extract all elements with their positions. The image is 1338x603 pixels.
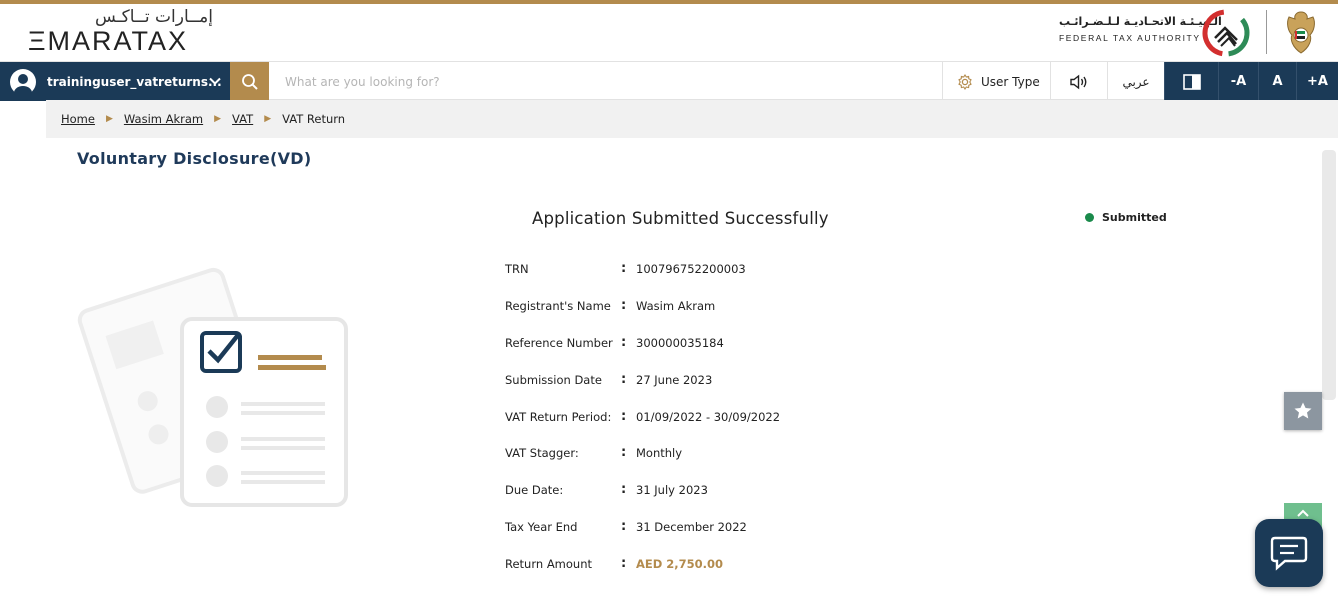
search-button[interactable] [230, 62, 269, 101]
language-toggle-button[interactable]: عربي [1107, 62, 1164, 101]
emaratax-logo[interactable]: ΞMARATAX [28, 26, 189, 56]
detail-colon: : [621, 519, 627, 535]
user-type-button[interactable] [942, 62, 1050, 101]
detail-colon: : [621, 371, 627, 387]
status-text: Submitted [1102, 211, 1167, 224]
page-title: Voluntary Disclosure(VD) [77, 149, 312, 168]
success-heading: Application Submitted Successfully [532, 209, 829, 228]
detail-label: Due Date: [505, 483, 564, 498]
breadcrumb-arrow-icon: ▶ [264, 114, 272, 124]
user-type-label: User Type [981, 74, 1040, 89]
detail-row-reference-number [505, 324, 1005, 361]
site-header [0, 4, 1338, 61]
detail-label: Reference Number [505, 335, 613, 350]
user-menu[interactable] [0, 62, 230, 101]
detail-row-vat-return-period [505, 398, 1005, 435]
detail-colon: : [621, 334, 627, 350]
read-aloud-button[interactable] [1050, 62, 1107, 101]
search-input[interactable] [275, 62, 935, 101]
top-navbar [0, 61, 1338, 100]
font-normal-button[interactable]: A [1258, 62, 1296, 101]
detail-colon: : [621, 297, 627, 313]
detail-row-due-date [505, 471, 1005, 508]
contrast-icon [1183, 74, 1201, 90]
detail-colon: : [621, 408, 627, 424]
chat-icon [1269, 534, 1309, 572]
submission-details [505, 250, 1005, 582]
detail-row-return-amount [505, 545, 1005, 582]
breadcrumb-current: VAT Return [282, 112, 346, 126]
detail-value: 31 July 2023 [636, 483, 708, 498]
breadcrumb-account-link[interactable]: Wasim Akram [123, 112, 204, 126]
star-icon [1293, 401, 1313, 421]
detail-value: 100796752200003 [636, 262, 746, 276]
breadcrumb-home-link[interactable]: Home [61, 112, 95, 126]
return-amount-value: AED 2,750.00 [636, 557, 724, 572]
chat-support-button[interactable] [1255, 519, 1323, 587]
emaratax-logo-arabic: إمــارات تــاكـس [95, 7, 213, 27]
page-scrollbar[interactable] [1322, 150, 1336, 400]
header-divider [1266, 10, 1267, 54]
uae-emblem-icon [1282, 9, 1320, 55]
contrast-toggle-button[interactable] [1164, 62, 1218, 101]
detail-value: 01/09/2022 - 30/09/2022 [636, 409, 781, 424]
detail-colon: : [621, 556, 627, 572]
speaker-icon [1069, 74, 1089, 90]
detail-value: 31 December 2022 [636, 520, 747, 535]
font-increase-button[interactable]: +A [1296, 62, 1338, 101]
fta-name-english: FEDERAL TAX AUTHORITY [1059, 33, 1201, 43]
detail-value: 27 June 2023 [636, 372, 713, 387]
detail-label: VAT Return Period: [505, 409, 612, 424]
detail-colon: : [621, 482, 627, 498]
fta-logo-icon [1201, 8, 1251, 58]
detail-label: Registrant's Name [505, 298, 611, 313]
detail-value: Monthly [636, 446, 683, 461]
detail-row-trn [505, 250, 1005, 287]
status-badge [1085, 211, 1167, 224]
breadcrumb-arrow-icon: ▶ [105, 114, 113, 124]
user-name: traininguser_vatreturns... [47, 74, 222, 89]
detail-row-vat-stagger [505, 434, 1005, 471]
search-icon [241, 73, 259, 91]
status-dot-icon [1085, 213, 1094, 222]
detail-label: VAT Stagger: [505, 446, 579, 461]
detail-row-tax-year-end [505, 508, 1005, 545]
font-decrease-button[interactable]: -A [1218, 62, 1258, 101]
detail-label: TRN [505, 262, 529, 276]
fta-name-arabic: الـهيـئـة الاتحـاديـة لـلـضـرائـب [1059, 15, 1222, 28]
gear-icon [957, 74, 973, 90]
breadcrumb [46, 100, 1338, 138]
chevron-up-icon [1297, 509, 1309, 517]
favorite-button[interactable] [1284, 392, 1322, 430]
user-avatar-icon [10, 69, 36, 95]
submitted-document-illustration [78, 255, 368, 515]
breadcrumb-vat-link[interactable]: VAT [232, 112, 254, 126]
detail-row-registrant-name [505, 287, 1005, 324]
chevron-down-icon[interactable] [208, 74, 222, 88]
detail-label: Return Amount [505, 557, 593, 572]
detail-label: Submission Date [505, 372, 602, 387]
detail-colon: : [621, 261, 627, 276]
detail-value: 300000035184 [636, 335, 724, 350]
detail-row-submission-date [505, 361, 1005, 398]
detail-value: Wasim Akram [636, 298, 716, 313]
detail-colon: : [621, 445, 627, 461]
breadcrumb-arrow-icon: ▶ [214, 114, 222, 124]
detail-label: Tax Year End [505, 520, 578, 535]
